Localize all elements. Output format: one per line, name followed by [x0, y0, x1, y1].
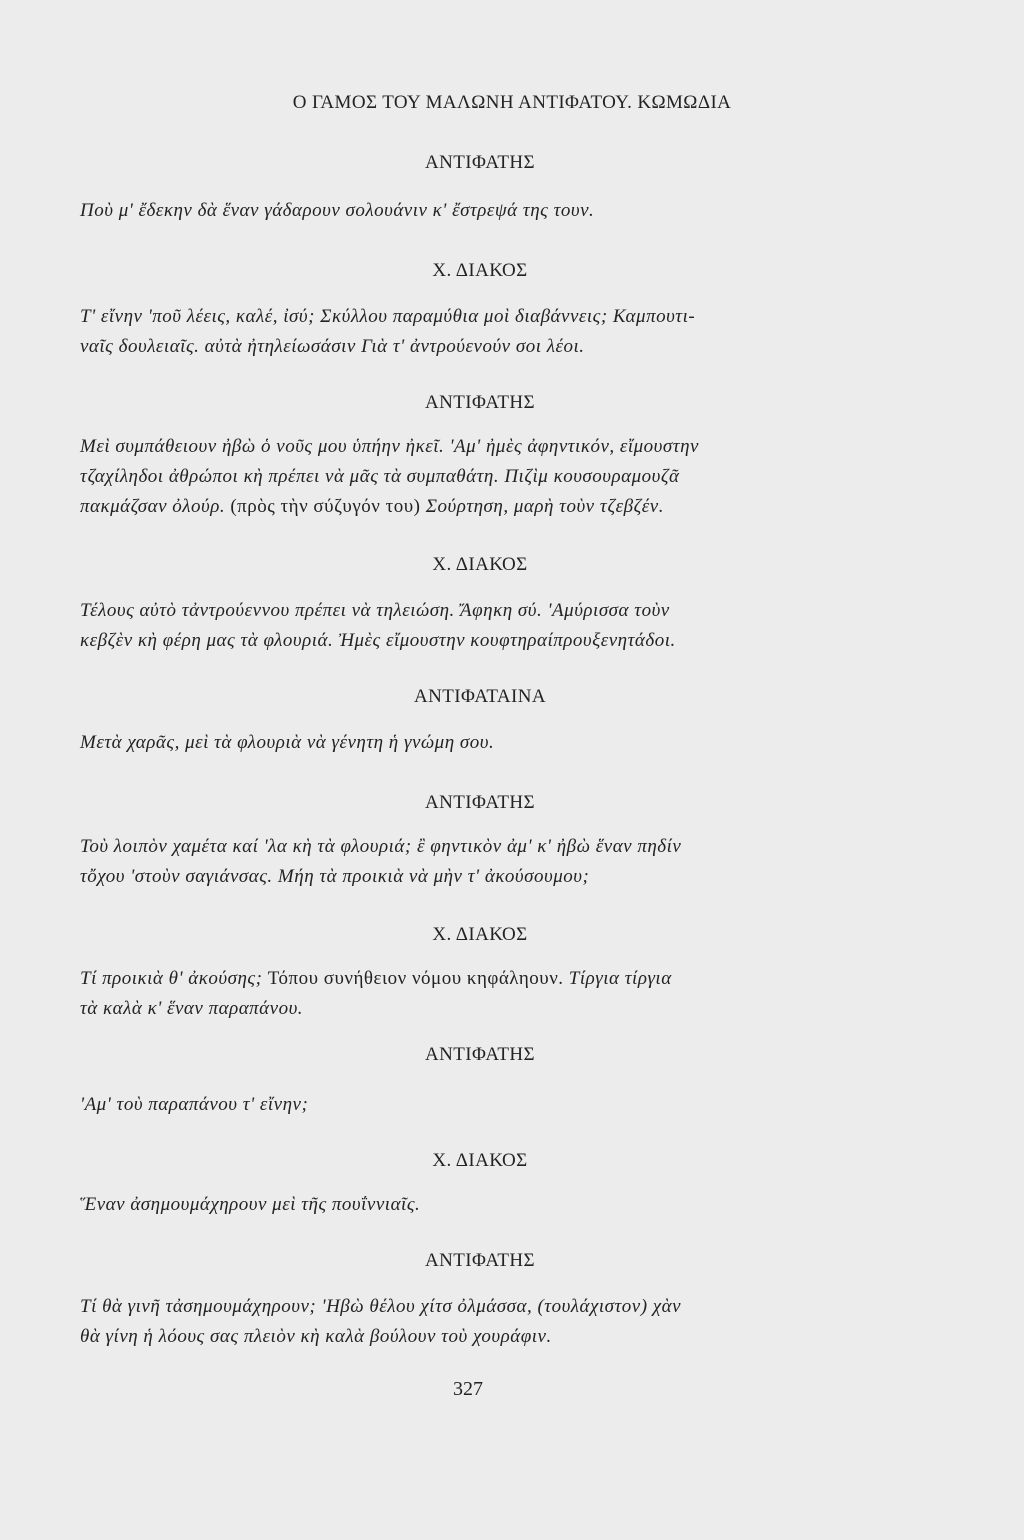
speech-line: Τοὺ λοιπὸν χαμέτα καί 'λα κὴ τὰ φλουριά; ἒ φηντικὸν ἀμ' κ' ἠβὼ ἕναν πηδίν: [80, 836, 682, 857]
speech-line: Τέλους αὐτὸ τἀντρούεννου πρέπει νὰ τηλειώση. Ἄφηκη σύ. 'Αμύρισσα τοὺν: [80, 600, 670, 621]
speech-line: Τί προικιὰ θ' ἀκούσης; Τόπου συνήθειον νόμου κηφάληουν. Τίργια τίργια: [80, 968, 672, 989]
speaker-name: ΑΝΤΙΦΑΤΗΣ: [425, 1044, 535, 1065]
speech-text: [80, 832, 860, 892]
speech-line: πακμάζσαν ὀλούρ. (πρὸς τὴν σύζυγόν του) Σούρτηση, μαρὴ τοὺν τζεβζέν.: [80, 496, 664, 517]
upright-phrase: Τόπου συνήθειον νόμου κηφάληουν.: [267, 968, 564, 989]
speech-line: κεβζὲν κὴ φέρη μας τὰ φλουριά. Ἠμὲς εἴμουστην κουφτηραίπρουξενητάδοι.: [80, 630, 676, 651]
speech-line: τὰ καλὰ κ' ἕναν παραπάνου.: [80, 998, 304, 1019]
speech-line: Ποὺ μ' ἔδεκην δὰ ἕναν γάδαρουν σολουάνιν κ' ἔστρεψά της τουν.: [80, 200, 595, 221]
speaker-name: Χ. ΔΙΑΚΟΣ: [432, 260, 528, 281]
speech-text: [80, 1292, 860, 1352]
speech-line: 'Αμ' τοὺ παραπάνου τ' εἴνην;: [80, 1094, 309, 1115]
speaker-name: ΑΝΤΙΦΑΤΗΣ: [425, 152, 535, 173]
speech-line: Μεὶ συμπάθειουν ἠβὼ ὁ νοῦς μου ὑπήην ἠκεῖ. 'Αμ' ἠμὲς ἀφηντικόν, εἴμουστην: [80, 436, 699, 457]
speaker-name: ΑΝΤΙΦΑΤΗΣ: [425, 792, 535, 813]
speaker-name: Χ. ΔΙΑΚΟΣ: [432, 554, 528, 575]
speech-text: [80, 1090, 860, 1120]
speech-text: [80, 596, 860, 656]
speech-line: Ἕναν ἀσημουμάχηρουν μεὶ τῆς πουΐννιαῖς.: [80, 1194, 421, 1215]
speaker-name: Χ. ΔΙΑΚΟΣ: [432, 1150, 528, 1171]
speech-line: Τ' εἴνην 'ποῦ λέεις, καλέ, ἰσύ; Σκύλλου παραμύθια μοὶ διαβάννεις; Καμπουτι-: [80, 306, 696, 327]
speech-text: [80, 728, 860, 758]
speech-line: τζαχίληδοι ἀθρώποι κὴ πρέπει νὰ μᾶς τὰ συμπαθάτη. Πιζὶμ κουσουραμουζᾶ: [80, 466, 680, 487]
speech-line: θὰ γίνη ἡ λόους σας πλειὸν κὴ καλὰ βούλουν τοὺ χουράφιν.: [80, 1326, 552, 1347]
speech-text: [80, 964, 860, 1024]
speech-line: ναῖς δουλειαῖς. αὐτὰ ἠτηλείωσάσιν Γιὰ τ' ἀντρούενούν σοι λέοι.: [80, 336, 585, 357]
speech-text: [80, 432, 860, 522]
speaker-name: ΑΝΤΙΦΑΤΑΙΝΑ: [414, 686, 546, 707]
speech-line: Τί θὰ γινῆ τἀσημουμάχηρουν; 'Ηβὼ θέλου χίτσ ὀλμάσσα, (τουλάχιστον) χὰν: [80, 1296, 682, 1317]
speech-line: τὄχου 'στοὺν σαγιάνσας. Μήη τὰ προικιὰ νὰ μὴν τ' ἀκούσουμου;: [80, 866, 590, 887]
speech-text: [80, 1190, 860, 1220]
stage-direction: (πρὸς τὴν σύζυγόν του): [230, 496, 421, 517]
speaker-name: ΑΝΤΙΦΑΤΗΣ: [425, 1250, 535, 1271]
speech-line: Μετὰ χαρᾶς, μεὶ τὰ φλουριὰ νὰ γένητη ἡ γνώμη σου.: [80, 732, 495, 753]
running-title: Ο ΓΑΜΟΣ ΤΟΥ ΜΑΛΩΝΗ ΑΝΤΙΦΑΤΟΥ. ΚΩΜΩΔΙΑ: [292, 92, 732, 113]
speech-text: [80, 302, 860, 362]
speaker-name: Χ. ΔΙΑΚΟΣ: [432, 924, 528, 945]
page-number: 327: [453, 1378, 483, 1400]
speech-text: [80, 196, 860, 226]
speaker-name: ΑΝΤΙΦΑΤΗΣ: [425, 392, 535, 413]
